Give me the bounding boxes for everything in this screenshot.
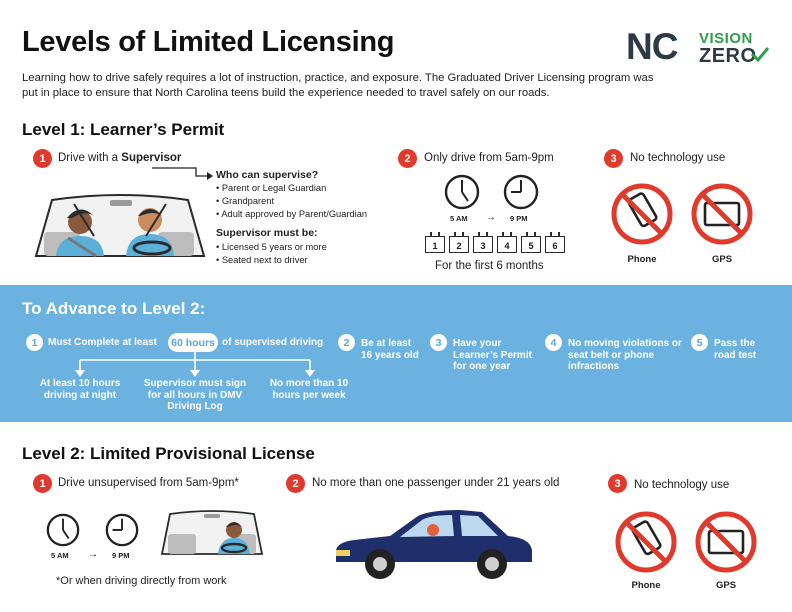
level2-item2-number: 2 (286, 474, 305, 493)
calendar-month-4: 4 (497, 236, 517, 253)
level1-item3-number: 3 (604, 149, 623, 168)
page-title: Levels of Limited Licensing (22, 26, 395, 58)
logo-nc: NC (626, 26, 678, 67)
level1-phone-label: Phone (627, 254, 657, 265)
first-6-months-note: For the first 6 months (435, 260, 544, 272)
level1-item2-text: Only drive from 5am-9pm (424, 152, 554, 164)
no-gps-icon (694, 510, 758, 574)
intro-text: Learning how to drive safely requires a lot of instruction, practice, and exposure. The Graduated Driver Licensing program was put in place to ensure that North Carolina teens build the experience needed to travel safely on our roads. (22, 72, 654, 99)
sixty-hours-pill: 60 hours (168, 333, 218, 352)
level1-item2-number: 2 (398, 149, 417, 168)
level2-start-time: 5 AM (51, 551, 69, 560)
logo-check-icon (750, 46, 770, 62)
no-phone-icon (610, 182, 674, 246)
hours-night-note: At least 10 hours driving at night (39, 378, 121, 401)
advance-req1-suffix: of supervised driving (222, 337, 324, 348)
nc-vision-zero-logo (626, 28, 771, 68)
level2-heading: Level 2: Limited Provisional License (22, 444, 315, 463)
supervisor-must-be-heading: Supervisor must be: (216, 227, 318, 239)
calendar-month-6: 6 (545, 236, 565, 253)
level1-item1-number: 1 (33, 149, 52, 168)
advance-heading: To Advance to Level 2: (22, 299, 206, 318)
hours-dmv-log-note: Supervisor must sign for all hours in DMV Driving Log (143, 378, 247, 412)
level2-item3-number: 3 (608, 474, 627, 493)
sedan-car-illustration (330, 506, 535, 582)
clock-9pm-icon (104, 512, 140, 548)
level2-item3-text: No technology use (634, 479, 730, 491)
advance-req1-number: 1 (26, 334, 43, 351)
clock-9pm-icon (502, 173, 540, 211)
level2-item1-number: 1 (33, 474, 52, 493)
level1-item1-text (58, 152, 181, 164)
level1-time-arrow: → (486, 212, 496, 223)
advance-req2-number: 2 (338, 334, 355, 351)
who-item-3: • Adult approved by Parent/Guardian (216, 209, 368, 219)
calendar-month-1: 1 (425, 236, 445, 253)
clock-5am-icon (45, 512, 81, 548)
level2-gps-label: GPS (715, 580, 737, 591)
advance-req3-text: Have your Learner’s Permit for one year (453, 338, 532, 372)
car-interior-solo-driver-illustration (160, 510, 264, 556)
level1-heading: Level 1: Learner’s Permit (22, 120, 225, 139)
level2-phone-label: Phone (631, 580, 661, 591)
level2-item1-text: Drive unsupervised from 5am-9pm* (58, 477, 239, 489)
advance-req5-text: Pass the road test (714, 338, 757, 361)
advance-req1-prefix: Must Complete at least (48, 337, 157, 348)
work-exception-note: *Or when driving directly from work (56, 575, 227, 587)
level2-end-time: 9 PM (112, 551, 130, 560)
supervisor-connector-line (150, 166, 216, 182)
level1-start-time: 5 AM (450, 214, 468, 223)
who-item-2: • Grandparent (216, 196, 275, 206)
advance-req2-text: Be at least 16 years old (361, 338, 419, 361)
clock-5am-icon (443, 173, 481, 211)
no-phone-icon (614, 510, 678, 574)
must-item-1: • Licensed 5 years or more (216, 242, 327, 252)
level1-gps-label: GPS (711, 254, 733, 265)
hours-weekly-note: No more than 10 hours per week (269, 378, 349, 401)
who-can-supervise-heading: Who can supervise? (216, 169, 319, 181)
advance-req4-text: No moving violations or seat belt or phone infractions (568, 338, 682, 372)
calendar-month-3: 3 (473, 236, 493, 253)
hours-breakdown-connector (70, 352, 320, 378)
level2-time-arrow: → (88, 549, 98, 560)
level1-end-time: 9 PM (510, 214, 528, 223)
no-gps-icon (690, 182, 754, 246)
level2-item2-text: No more than one passenger under 21 years old (312, 477, 560, 489)
calendar-month-2: 2 (449, 236, 469, 253)
car-interior-two-people-illustration (34, 192, 206, 262)
who-item-1: • Parent or Legal Guardian (216, 183, 327, 193)
advance-req5-number: 5 (691, 334, 708, 351)
calendar-month-5: 5 (521, 236, 541, 253)
level1-item3-text: No technology use (630, 152, 726, 164)
must-item-2: • Seated next to driver (216, 255, 308, 265)
level1-item1-supervisor: Supervisor (121, 152, 182, 164)
logo-vision: VISION (699, 30, 753, 47)
advance-req3-number: 3 (430, 334, 447, 351)
advance-req4-number: 4 (545, 334, 562, 351)
logo-zero: ZERO (699, 45, 757, 67)
level1-item1-prefix: Drive with a (58, 152, 122, 164)
